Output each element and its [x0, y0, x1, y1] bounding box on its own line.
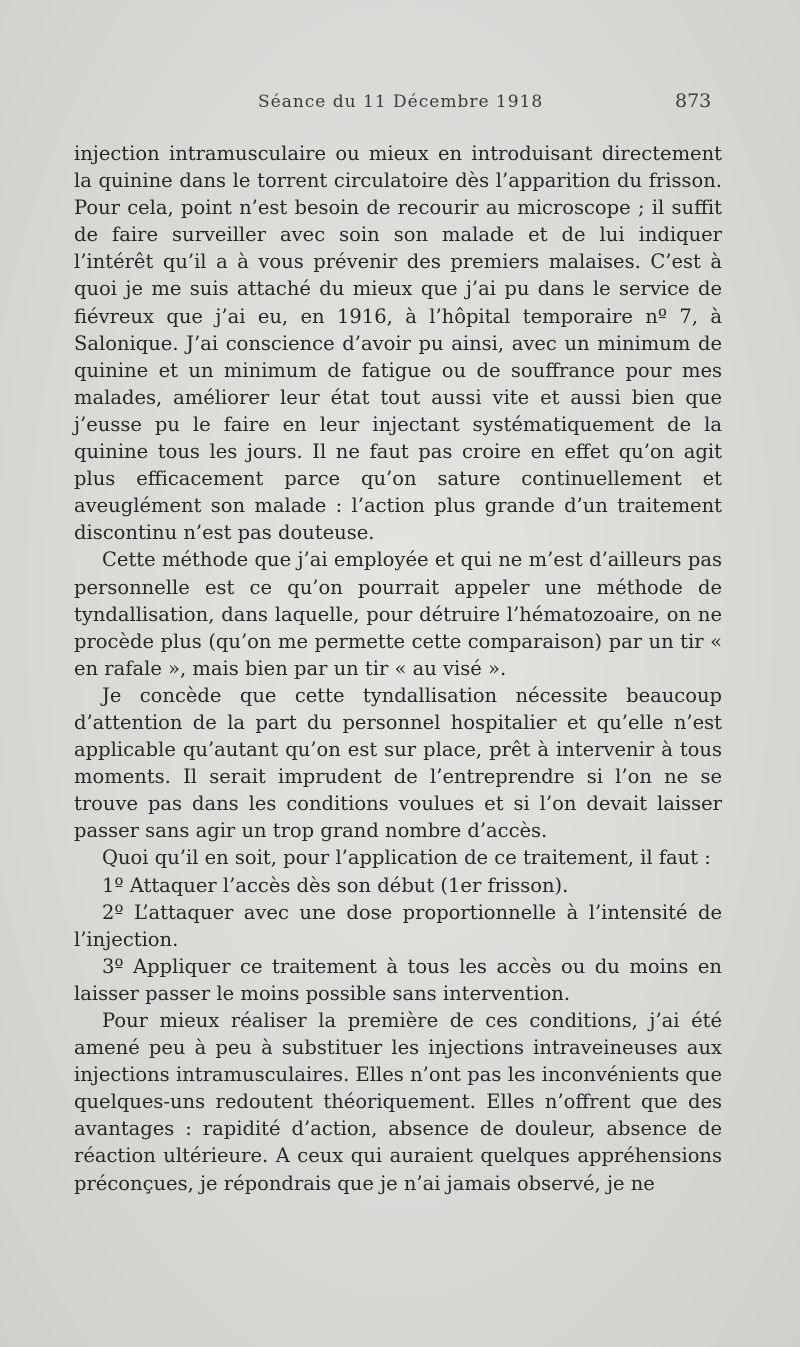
paragraph: Pour mieux réaliser la première de ces conditions, j’ai été amené peu à peu à substituer les injections intraveineuses aux injections intramusculaires. Elles n’ont pas les inconvénients que quelques-uns redoutent théoriquement. Elles n’offrent que des avantages : rapidité d’action, absence de douleur, absence de réaction ultérieure. A ceux qui auraient quelques appréhensions préconçues, je répondrais que je n’ai jamais observé, je ne — [74, 1009, 722, 1195]
body-text — [74, 140, 722, 1197]
paragraph: Quoi qu’il en soit, pour l’application de ce traitement, il faut : — [102, 846, 711, 870]
list-item: 2º L’attaquer avec une dose proportionnelle à l’intensité de l’injection. — [74, 900, 722, 951]
list-item: 3º Appliquer ce traitement à tous les accès ou du moins en laisser passer le moins possible sans intervention. — [74, 954, 722, 1005]
page-number: 873 — [675, 90, 712, 112]
page-header — [0, 88, 800, 118]
running-head: Séance du 11 Décembre 1918 — [258, 92, 544, 112]
paragraph: Cette méthode que j’ai employée et qui ne m’est d’ailleurs pas personnelle est ce qu’on pourrait appeler une méthode de tyndallisation, dans laquelle, pour détruire l’hématozoaire, on ne procède plus (qu’on me permette cette comparaison) par un tir « en rafale », mais bien par un tir « au visé ». — [74, 548, 722, 680]
paragraph: Je concède que cette tyndallisation nécessite beaucoup d’attention de la part du personnel hospitalier et qu’elle n’est applicable qu’autant qu’on est sur place, prêt à intervenir à tous moments. Il serait imprudent de l’entreprendre si l’on ne se trouve pas dans les conditions voulues et si l’on devait laisser passer sans agir un trop grand nombre d’accès. — [74, 683, 722, 843]
list-item: 1º Attaquer l’accès dès son début (1er frisson). — [102, 873, 569, 897]
paragraph: injection intramusculaire ou mieux en introduisant directement la quinine dans le torrent circulatoire dès l’apparition du frisson. Pour cela, point n’est besoin de recourir au microscope ; il suffit de faire surveiller avec soin son malade et de lui indiquer l’intérêt qu’il a à vous prévenir des premiers malaises. C’est à quoi je me suis attaché du mieux que j’ai pu dans le service de fiévreux que j’ai eu, en 1916, à l’hôpital temporaire nº 7, à Salonique. J’ai conscience d’avoir pu ainsi, avec un minimum de quinine et un minimum de fatigue ou de souffrance pour mes malades, améliorer leur état tout aussi vite et aussi bien que j’eusse pu le faire en leur injectant systématiquement de la quinine tous les jours. Il ne faut pas croire en effet qu’on agit plus efficacement parce qu’on sature continuellement et aveuglément son malade : l’action plus grande d’un traitement discontinu n’est pas douteuse. — [74, 142, 722, 545]
